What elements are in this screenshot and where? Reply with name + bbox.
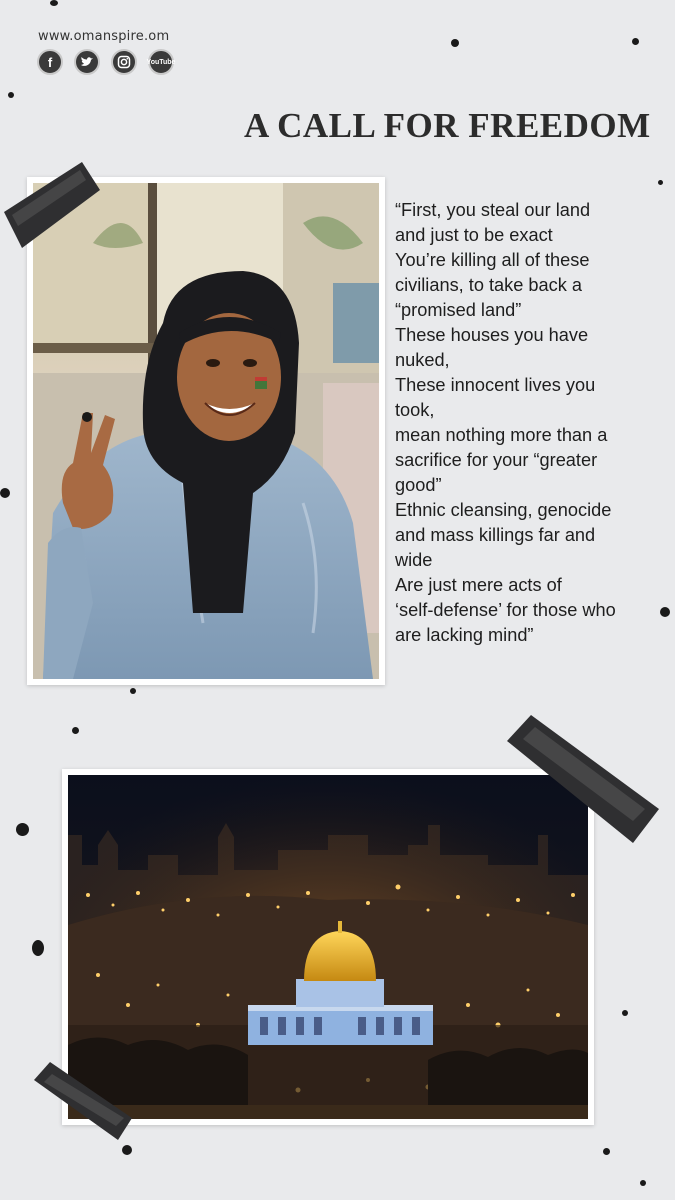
ink-splat [122, 1145, 132, 1155]
ink-splat [82, 412, 92, 422]
tape-decoration [2, 160, 102, 252]
facebook-icon[interactable]: f [37, 49, 63, 75]
ink-splat [8, 92, 14, 98]
ink-splat [32, 940, 44, 956]
twitter-icon[interactable] [74, 49, 100, 75]
poem-line: Are just mere acts of [395, 575, 562, 595]
tape-decoration [32, 1060, 134, 1142]
poem-line: These innocent lives you [395, 375, 596, 395]
ink-splat [660, 607, 670, 617]
portrait-photo-frame [27, 177, 385, 685]
ink-splat [451, 39, 459, 47]
poem-line: You’re killing all of these [395, 250, 590, 270]
poem-line: mean nothing more than a [395, 425, 608, 445]
ink-splat [632, 38, 639, 45]
youtube-text: You [146, 58, 160, 66]
poem-line: Ethnic cleansing, genocide [395, 500, 612, 520]
poem-line: ‘self-defense’ for those who [395, 600, 616, 620]
instagram-icon[interactable] [111, 49, 137, 75]
poem-line: “promised land” [395, 300, 522, 320]
ink-splat [130, 688, 136, 694]
portrait-photo [33, 183, 379, 679]
poem-line: and just to be exact [395, 225, 553, 245]
poem-line: are lacking mind” [395, 625, 534, 645]
poem-line: wide [395, 550, 433, 570]
site-url[interactable]: www.omanspire.om [38, 29, 170, 44]
poem-line: took, [395, 400, 435, 420]
social-links [37, 49, 174, 75]
ink-splat [658, 180, 663, 185]
ink-splat [16, 823, 29, 836]
ink-splat [72, 727, 79, 734]
poem-line: good” [395, 475, 442, 495]
page-title: A CALL FOR FREEDOM [244, 106, 651, 145]
poem-line: These houses you have [395, 325, 589, 345]
ink-splat [50, 0, 58, 6]
poem [395, 198, 657, 648]
tape-decoration [505, 713, 661, 845]
youtube-icon[interactable] [148, 49, 174, 75]
youtube-text-2: Tube [159, 58, 176, 66]
ink-splat [622, 1010, 628, 1016]
ink-splat [603, 1148, 610, 1155]
ink-splat [640, 1180, 646, 1186]
poem-line: sacrifice for your “greater [395, 450, 598, 470]
poem-line: “First, you steal our land [395, 200, 591, 220]
poem-line: nuked, [395, 350, 450, 370]
poem-line: and mass killings far and [395, 525, 596, 545]
ink-splat [0, 488, 10, 498]
poem-line: civilians, to take back a [395, 275, 583, 295]
